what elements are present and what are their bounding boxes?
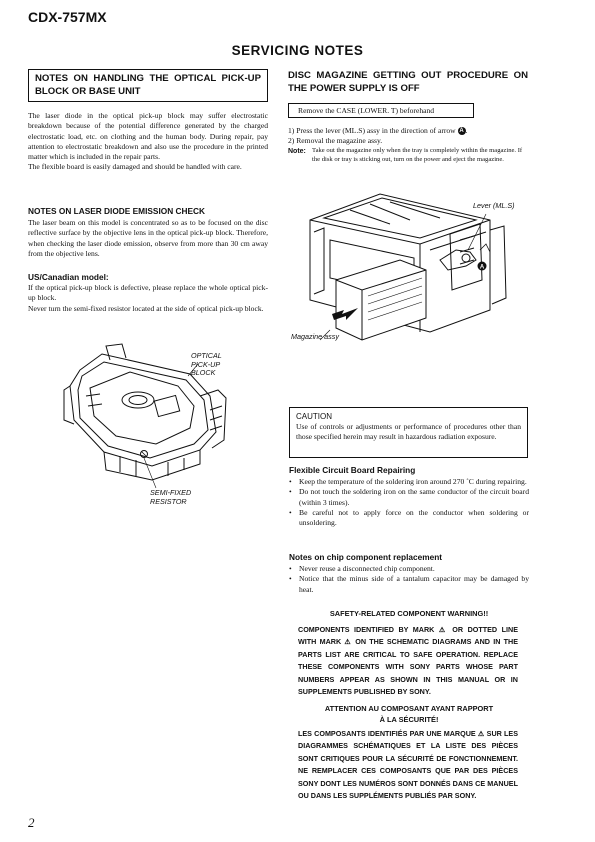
optical-pickup-label: OPTICAL PICK-UP BLOCK (191, 351, 222, 378)
note-label: Note: (288, 147, 306, 155)
flex-board-heading: Flexible Circuit Board Repairing (289, 465, 416, 475)
page-title: SERVICING NOTES (231, 43, 364, 58)
chip-component-list (289, 564, 529, 595)
disc-magazine-heading: DISC MAGAZINE GETTING OUT PROCEDURE ON THE POWER SUPPLY IS OFF (288, 70, 528, 94)
electrostatic-paragraph: The laser diode in the optical pick-up block may suffer electrostatic breakdown because of the potential difference generated by the charged electrostatic load, etc. on clothing and the human body. During repair, pay attention to electrostatic breakdown and also use the procedure in the printed matter which is included in the repair parts. (28, 111, 268, 162)
safety-warning-title: SAFETY-RELATED COMPONENT WARNING!! (329, 609, 489, 618)
attention-text: LES COMPOSANTS IDENTIFIÉS PAR UNE MARQUE ⚠ SUR LES DIAGRAMMES SCHÉMATIQUES ET LA LISTE DES PIÈCES SONT CRITIQUES POUR LA SÉCURITÉ DE FONCTIONNEMENT. NE REMPLACER CES COMPOSANTS QUE PAR DES PIÈCES SONY DONT LES NUMÉROS SONT DONNÉS DANS CE MANUEL OU DANS LES SUPPLÉMENTS PUBLIÉS PAR SONY. (298, 729, 518, 801)
laser-check-heading: NOTES ON LASER DIODE EMISSION CHECK (28, 206, 206, 216)
magazine-assy-label: Magazine assy (291, 332, 339, 341)
chip-component-heading: Notes on chip component replacement (289, 552, 443, 562)
handling-notes-heading-box: NOTES ON HANDLING THE OPTICAL PICK-UP BLOCK OR BASE UNIT (28, 69, 268, 102)
note-text: Take out the magazine only when the tray is completely within the magazine. If the disk or tray is sticking out, turn on the power and eject the magazine. (312, 146, 523, 163)
semi-fixed-resistor-label: SEMI-FIXED RESISTOR (150, 488, 192, 506)
model-number: CDX-757MX (28, 9, 107, 25)
laser-check-text: The laser beam on this model is concentrated so as to be focused on the disc reflective surface by the objective lens in the optical pick-up block. Therefore, when checking the laser diode emission, observe from more than 30 cm away from the objective lens. (28, 218, 268, 258)
us-resistor-paragraph: Never turn the semi-fixed resistor located at the side of optical pick-up block. (28, 303, 264, 313)
list-item: • Keep the temperature of the soldering iron around 270 ˚C during repairing. (289, 477, 527, 486)
list-item: • Do not touch the soldering iron on the same conductor of the circuit board (within 3 times). (289, 487, 529, 507)
figure-marker-a: A (479, 264, 485, 271)
safety-warning-text: COMPONENTS IDENTIFIED BY MARK ⚠ OR DOTTED LINE WITH MARK ⚠ ON THE SCHEMATIC DIAGRAMS AND IN THE PARTS LIST ARE CRITICAL TO SAFE OPERATION. REPLACE THESE COMPONENTS WITH SONY PARTS WHOSE PART NUMBERS APPEAR AS SHOWN IN THIS MANUAL OR IN SUPPLEMENTS PUBLISHED BY SONY. (298, 625, 518, 697)
caution-text: Use of controls or adjustments or performance of procedures other than those specified herein may result in hazardous radiation exposure. (296, 422, 521, 442)
caution-title: CAUTION (296, 412, 332, 421)
step-2: 2) Removal the magazine assy. (288, 136, 383, 146)
caution-box (289, 407, 528, 458)
flex-board-list (289, 477, 529, 528)
remove-case-box: Remove the CASE (LOWER. T) beforehand (288, 103, 474, 118)
attention-title (289, 704, 529, 725)
flexible-board-paragraph: The flexible board is easily damaged and should be handled with care. (28, 162, 242, 172)
step-1-period: . (465, 126, 468, 135)
step-1 (288, 126, 528, 136)
attention-title-line-2: À LA SÉCURITÉ! (379, 714, 439, 724)
list-item: • Notice that the minus side of a tantalum capacitor may be damaged by heat. (289, 574, 529, 594)
procedure-steps (288, 126, 528, 164)
lever-label: Lever (ML.S) (473, 201, 515, 210)
list-item: • Never reuse a disconnected chip component. (289, 564, 435, 573)
handling-notes-text (28, 111, 268, 173)
page-number: 2 (28, 815, 35, 830)
arrow-a-marker: A (459, 128, 464, 135)
us-canadian-text (28, 283, 268, 314)
us-replace-paragraph: If the optical pick-up block is defective, please replace the whole optical pick-up block. (28, 283, 268, 303)
attention-title-line-1: ATTENTION AU COMPOSANT AYANT RAPPORT (324, 704, 494, 713)
us-canadian-heading: US/Canadian model: (28, 272, 109, 282)
step-1-text: 1) Press the lever (ML.S) assy in the direction of arrow (288, 126, 456, 135)
list-item: • Be careful not to apply force on the conductor when soldering or unsoldering. (289, 507, 529, 528)
magazine-note (288, 147, 528, 165)
